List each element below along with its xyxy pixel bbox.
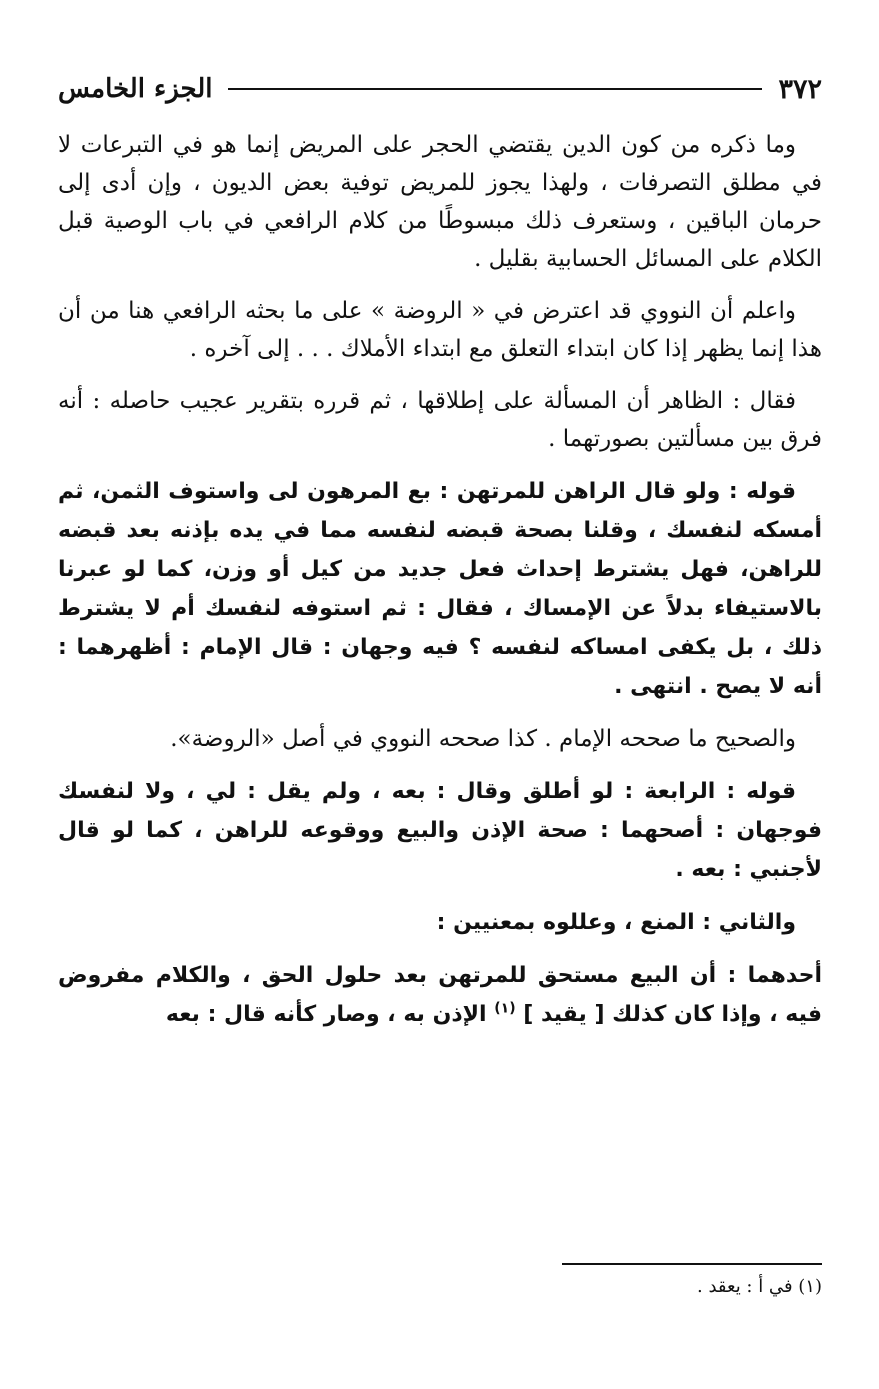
footnote-divider	[562, 1263, 822, 1265]
paragraph: والصحيح ما صححه الإمام . كذا صححه النووي في أصل «الروضة».	[170, 726, 796, 752]
page-header	[58, 64, 822, 114]
header-divider	[228, 88, 762, 90]
paragraph: فقال : الظاهر أن المسألة على إطلاقها ، ثم قرره بتقرير عجيب حاصله : أنه فرق بين مسألتين بصورتهما .	[58, 388, 822, 452]
page-body	[58, 126, 822, 1034]
paragraph: واعلم أن النووي قد اعترض في « الروضة » على ما بحثه الرافعي هنا من أن هذا إنما يظهر إذا كان ابتداء التعلق مع ابتداء الأملاك . . . إلى آخره .	[58, 298, 822, 362]
footnote-reference: (١)	[494, 1000, 516, 1017]
page-number: ٣٧٢	[778, 73, 822, 105]
quoted-paragraph: والثاني : المنع ، وعللوه بمعنيين :	[436, 910, 796, 935]
quoted-paragraph: قوله : ولو قال الراهن للمرتهن : بع المرهون لى واستوف الثمن، ثم أمسكه لنفسك ، وقلنا بصحة قبضه لنفسه مما في يده بإذنه بعد قبضه للراهن، فهل يشترط إحداث فعل جديد من كيل أو وزن، كما لو عبرنا بالاستيفاء بدلاً عن الإمساك ، فقال : ثم استوفه لنفسك أم لا يشترط ذلك ، بل يكفى امساكه لنفسه ؟ فيه وجهان : قال الإمام : أظهرهما : أنه لا يصح . انتهى .	[58, 479, 822, 699]
quoted-paragraph	[58, 956, 822, 1034]
book-page	[58, 64, 822, 1297]
footnote: (١) في أ : يعقد .	[697, 1276, 822, 1297]
paragraph: وما ذكره من كون الدين يقتضي الحجر على المريض إنما هو في التبرعات لا في مطلق التصرفات ، ولهذا يجوز للمريض توفية بعض الديون ، وإن أدى إلى حرمان الباقين ، وستعرف ذلك مبسوطًا من كلام الرافعي في باب الوصية قبل الكلام على المسائل الحسابية بقليل .	[58, 132, 822, 272]
quoted-paragraph: قوله : الرابعة : لو أطلق وقال : بعه ، ولم يقل : لي ، ولا لنفسك فوجهان : أصحهما : صحة الإذن والبيع ووقوعه للراهن ، كما لو قال لأجنبي : بعه .	[58, 779, 822, 882]
paragraph-text-start: أحدهما : أن البيع مستحق للمرتهن بعد حلول الحق ، والكلام مفروض فيه ، وإذا كان كذلك [ يقيد ]	[58, 963, 822, 1027]
running-title: الجزء الخامس	[58, 74, 213, 104]
paragraph-text-end: الإذن به ، وصار كأنه قال : بعه	[165, 1002, 487, 1027]
